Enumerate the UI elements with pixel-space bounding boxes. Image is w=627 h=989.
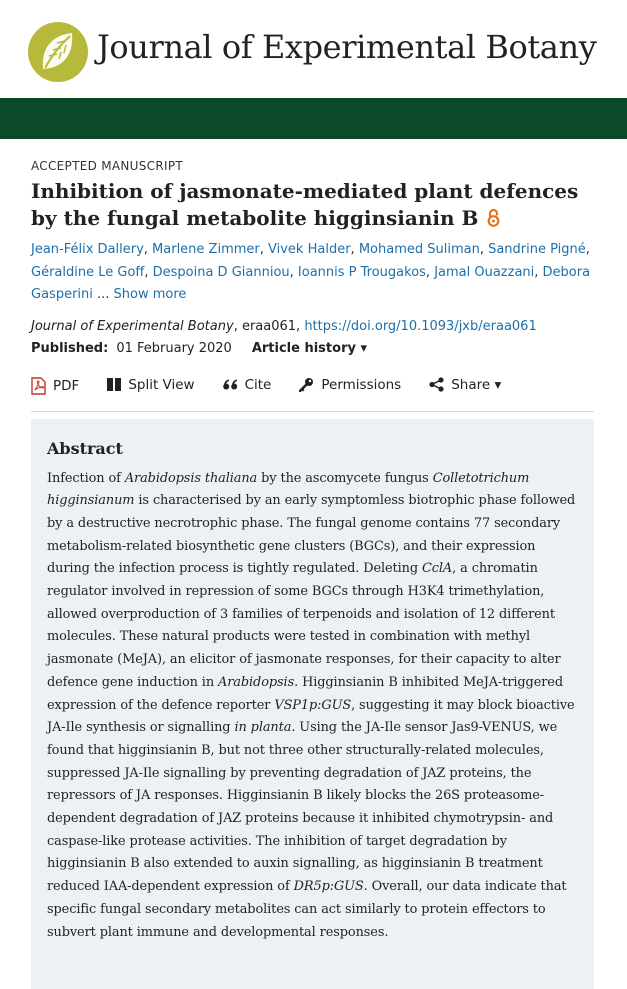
author-separator: , [350,242,359,257]
article-title-text: Inhibition of jasmonate-mediated plant defences by the fungal metabolite higginsianin B [31,179,579,230]
journal-name[interactable]: Journal of Experimental Botany [97,28,597,66]
author-link[interactable]: Sandrine Pigné [488,242,586,257]
author-separator: , [259,242,269,257]
abstract-italic-term: Colletotrichum higginsianum [47,470,530,509]
quote-icon [223,379,238,391]
article-header [0,159,627,989]
author-list [31,239,596,307]
share-icon [429,377,444,392]
author-link[interactable]: Vivek Halder [268,242,351,257]
article-type: ACCEPTED MANUSCRIPT [31,159,184,173]
author-link[interactable]: Géraldine Le Goff [31,264,145,280]
split-view-button[interactable] [107,377,194,393]
citation [31,319,596,334]
author-truncation: ... [92,287,114,302]
abstract-text-run: Infection of [47,470,125,486]
abstract-panel [31,419,594,989]
show-more-authors-link[interactable]: Show more [113,287,187,302]
article-title [31,178,596,232]
abstract-italic-term: Arabidopsis [218,674,295,690]
doi-link[interactable]: https://doi.org/10.1093/jxb/eraa061 [304,318,537,334]
permissions-button[interactable] [299,377,401,393]
abstract-italic-term: Arabidopsis thaliana [124,470,258,486]
author-link[interactable]: Marlene Zimmer [152,242,260,257]
abstract-text-run: . Using the JA-Ile sensor Jas9-VENUS, we found that higginsianin B, but not three other structurally-related molecules, suppressed JA-Ile signalling by preventing degradation of JAZ proteins, the repressors of JA responses. Higginsianin B likely blocks the 26S proteasome-dependent degradation of JAZ proteins because it inhibited chymotrypsin- and caspase-like protease activities. The inhibition of target degradation by higginsianin B also extended to auxin signalling, as higginsianin B treatment reduced IAA-dependent expression of [47,720,558,895]
pdf-icon [31,377,46,395]
share-button[interactable] [429,377,501,393]
publication-row [31,341,596,356]
published-date: 01 February 2020 [116,340,232,356]
author-separator: , [289,264,298,280]
abstract-text-run: , suggesting it may block bioactive JA-Ile synthesis or signalling [47,697,575,736]
cite-label: Cite [244,376,272,393]
author-link[interactable]: Jean-Félix Dallery [31,242,144,257]
abstract-italic-term: CclA [422,561,453,577]
share-label: Share ▾ [451,376,502,393]
split-view-icon [107,378,121,391]
abstract-text [47,468,578,945]
article-history-toggle[interactable]: Article history ▾ [251,340,368,356]
author-separator: , [534,264,543,280]
abstract-italic-term: VSP1p:GUS [274,697,352,713]
author-separator: , [143,242,153,257]
open-access-icon [487,208,500,227]
published-label: Published: [31,340,109,356]
citation-id: , eraa061, [233,318,305,334]
author-link[interactable]: Jamal Ouazzani [434,264,535,280]
abstract-heading: Abstract [47,438,123,458]
masthead [0,0,627,98]
abstract-text-run: , a chromatin regulator involved in repression of some BGCs through H3K4 trimethylation, allowed overproduction of 3 families of terpenoids and isolation of 12 different molecules. These natural products were tested in combination with methyl jasmonate (MeJA), an elicitor of jasmonate responses, for their capacity to alter defence gene induction in [47,561,561,690]
permissions-label: Permissions [321,376,402,393]
author-link[interactable]: Despoina D Gianniou [152,264,290,280]
abstract-text-run: . Overall, our data indicate that specific fungal secondary metabolites can act similarly to protein effectors to subvert plant immune and developmental responses. [47,879,567,940]
article-toolbar [31,377,594,412]
abstract-italic-term: in planta [234,720,292,736]
abstract-text-run: by the ascomycete fungus [257,470,433,486]
key-icon [299,377,314,392]
pdf-label: PDF [53,377,80,394]
citation-journal: Journal of Experimental Botany [31,318,234,334]
header-bar [0,98,627,139]
author-separator: , [585,242,590,257]
author-link[interactable]: Ioannis P Trougakos [297,264,426,280]
abstract-text-run: is characterised by an early symptomless biotrophic phase followed by a destructive necrotrophic phase. The fungal genome contains 77 secondary metabolism-related biosynthetic gene clusters (BGCs), and their expression during the infection process is tightly regulated. Deleting [47,493,576,577]
author-separator: , [479,242,489,257]
author-link[interactable]: Debora Gasperini [31,264,591,302]
pdf-button[interactable] [31,377,79,395]
author-separator: , [144,264,153,280]
leaf-logo-icon[interactable] [27,21,89,83]
abstract-text-run: . Higginsianin B inhibited MeJA-triggered expression of the defence reporter [47,674,563,713]
author-link[interactable]: Mohamed Suliman [358,242,480,257]
split-view-label: Split View [128,376,195,393]
cite-button[interactable] [223,377,272,393]
author-separator: , [425,264,435,280]
abstract-italic-term: DR5p:GUS [293,879,364,895]
